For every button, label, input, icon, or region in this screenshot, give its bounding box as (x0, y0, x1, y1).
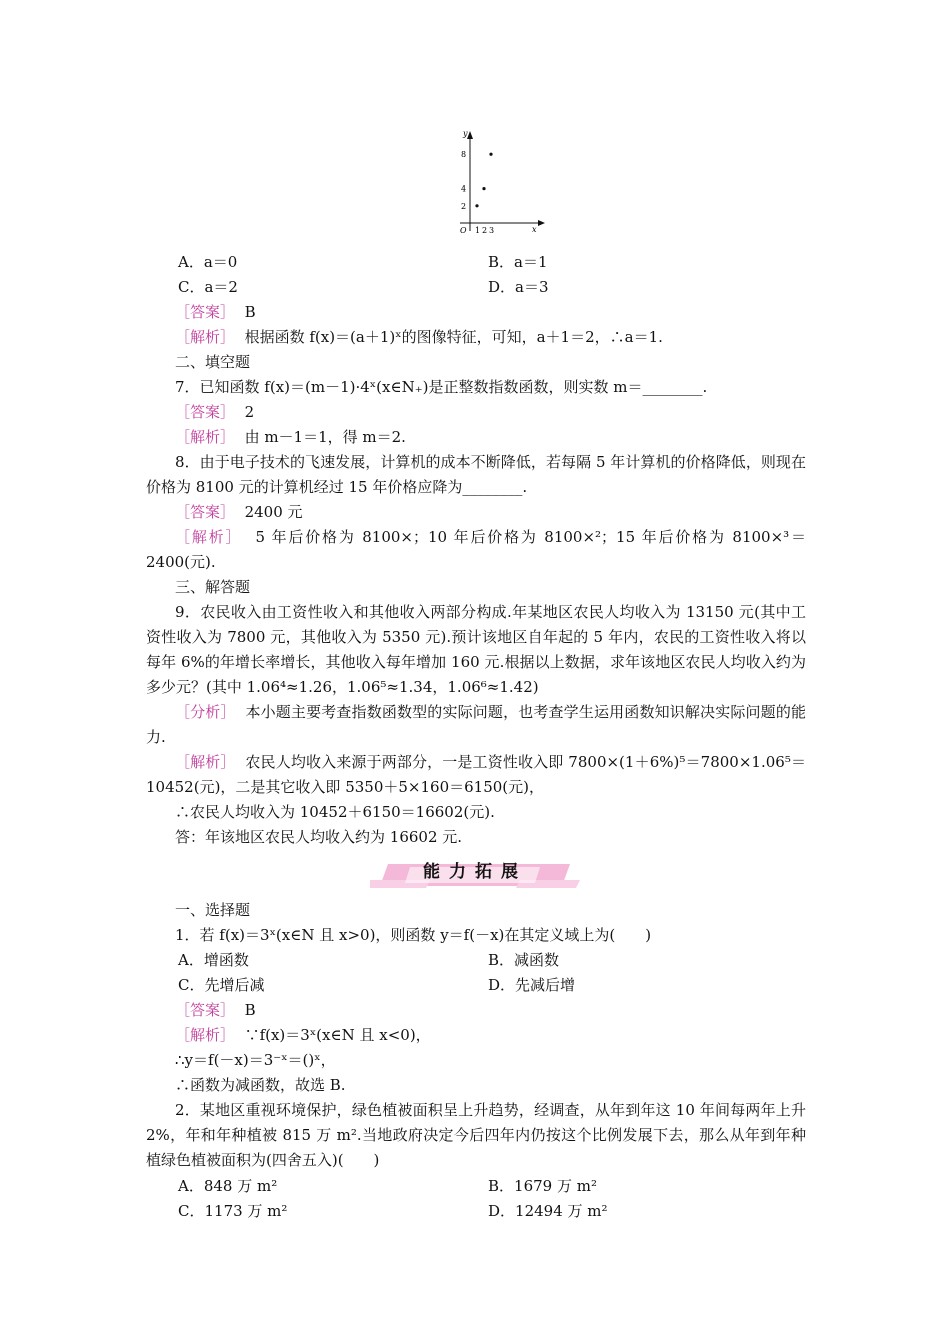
analysis-tag: ［解析］ (175, 528, 243, 546)
analysis-tag: ［解析］ (175, 1026, 236, 1044)
q6-option-a: A．a＝0 (178, 253, 238, 271)
x-tick-label: 3 (489, 226, 495, 235)
section-fill-blank: 二、填空题 (175, 353, 251, 371)
p2-text: 2．某地区重视环境保护，绿色植被面积呈上升趋势，经调查，从年到年这 10 年间每两年上升 2%，年和年种植被 815 万 m².当地政府决定今后四年内仍按这个比例发展下去，那么从年到年种植绿色植被面积为(四舍五入)( ) (146, 1101, 806, 1169)
p1-answer (175, 998, 256, 1023)
fenxi-text: 本小题主要考查指数函数型的实际问题，也考查学生运用函数知识解决实际问题的能力. (146, 703, 806, 746)
analysis-text: 由 m－1＝1，得 m＝2. (244, 428, 406, 446)
q7-analysis (175, 425, 406, 450)
answer-tag: ［答案］ (175, 1001, 236, 1019)
section-choice: 一、选择题 (175, 901, 251, 919)
p1-analysis (175, 1023, 431, 1048)
x-axis-label: x (532, 225, 537, 234)
q6-option-c: C．a＝2 (178, 278, 238, 296)
analysis-text: 根据函数 f(x)＝(a＋1)ˣ的图像特征，可知，a＋1＝2，∴a＝1. (244, 328, 663, 346)
y-tick-label: 4 (461, 184, 467, 194)
origin-label: O (460, 226, 467, 235)
section-banner (370, 858, 580, 892)
p2-option-c: C．1173 万 m² (178, 1202, 288, 1220)
p2-option-a: A．848 万 m² (178, 1177, 278, 1195)
answer-value: B (244, 303, 256, 321)
q7-text: 7．已知函数 f(x)＝(m－1)·4ˣ(x∈N₊)是正整数指数函数，则实数 m＝________. (175, 378, 708, 396)
q7-answer (175, 400, 254, 425)
fenxi-tag: ［分析］ (175, 703, 236, 721)
p2-option-b: B．1679 万 m² (488, 1177, 597, 1195)
q9-reply: 答：年该地区农民人均收入约为 16602 元. (175, 828, 463, 846)
analysis-text: 农民人均收入来源于两部分，一是工资性收入即 7800×(1＋6%)⁵＝7800×1.06⁵＝10452(元)，二是其它收入即 5350＋5×160＝6150(元)， (146, 753, 806, 796)
q8-text: 8．由于电子技术的飞速发展，计算机的成本不断降低，若每隔 5 年计算机的价格降低，则现在价格为 8100 元的计算机经过 15 年价格应降为________. (146, 453, 806, 496)
answer-value: B (244, 1001, 256, 1019)
analysis-text: ∵f(x)＝3ˣ(x∈N 且 x<0)， (244, 1026, 431, 1044)
q6-option-b: B．a＝1 (488, 253, 548, 271)
p1-option-d: D．先减后增 (488, 976, 576, 994)
y-tick-label: 8 (461, 150, 467, 160)
x-axis-arrow-icon (538, 220, 545, 226)
q8-analysis (146, 525, 806, 575)
answer-tag: ［答案］ (175, 303, 236, 321)
answer-tag: ［答案］ (175, 403, 236, 421)
q8-answer (175, 500, 303, 525)
y-axis-label: y (463, 129, 468, 138)
analysis-tag: ［解析］ (175, 428, 236, 446)
q6-option-d: D．a＝3 (488, 278, 549, 296)
p1-text: 1．若 f(x)＝3ˣ(x∈N 且 x>0)，则函数 y＝f(－x)在其定义域上为( ) (175, 926, 652, 944)
x-tick-label: 1 (475, 226, 481, 235)
banner-title: 能力拓展 (423, 862, 527, 882)
graph-point (489, 153, 492, 156)
p1-step-2: ∴y＝f(－x)＝3⁻ˣ＝()ˣ， (175, 1051, 336, 1069)
q6-analysis (175, 325, 663, 350)
p1-option-c: C．先增后减 (178, 976, 265, 994)
p1-step-3: ∴函数为减函数，故选 B. (175, 1076, 346, 1094)
q9-fenxi (146, 700, 806, 750)
x-tick-label: 2 (482, 226, 488, 235)
p1-option-a: A．增函数 (178, 951, 249, 969)
graph-point (475, 204, 478, 207)
answer-tag: ［答案］ (175, 503, 236, 521)
answer-value: 2400 元 (244, 503, 303, 521)
function-graph (450, 127, 550, 237)
y-tick-label: 2 (461, 201, 467, 211)
q9-text: 9．农民收入由工资性收入和其他收入两部分构成.年某地区农民人均收入为 13150 元(其中工资性收入为 7800 元，其他收入为 5350 元).预计该地区自年起的 5 年内，农民的工资性收入将以每年 6%的年增长率增长，其他收入每年增加 160 元.根据以上数据，求年该地区农民人均收入约为多少元？(其中 1.06⁴≈1.26，1.06⁵≈1.34，1.06⁶≈1.42) (146, 603, 806, 696)
p1-option-b: B．减函数 (488, 951, 560, 969)
analysis-tag: ［解析］ (175, 753, 236, 771)
answer-value: 2 (244, 403, 255, 421)
p2-option-d: D．12494 万 m² (488, 1202, 608, 1220)
q6-answer (175, 300, 256, 325)
y-axis-arrow-icon (467, 131, 473, 139)
q9-therefore: ∴农民人均收入为 10452＋6150＝16602(元). (175, 803, 495, 821)
analysis-text: 5 年后价格为 8100×；10 年后价格为 8100×²；15 年后价格为 8100×³＝2400(元). (146, 528, 806, 571)
section-solve: 三、解答题 (175, 578, 251, 596)
q9-analysis (146, 750, 806, 800)
graph-point (482, 187, 485, 190)
analysis-tag: ［解析］ (175, 328, 236, 346)
